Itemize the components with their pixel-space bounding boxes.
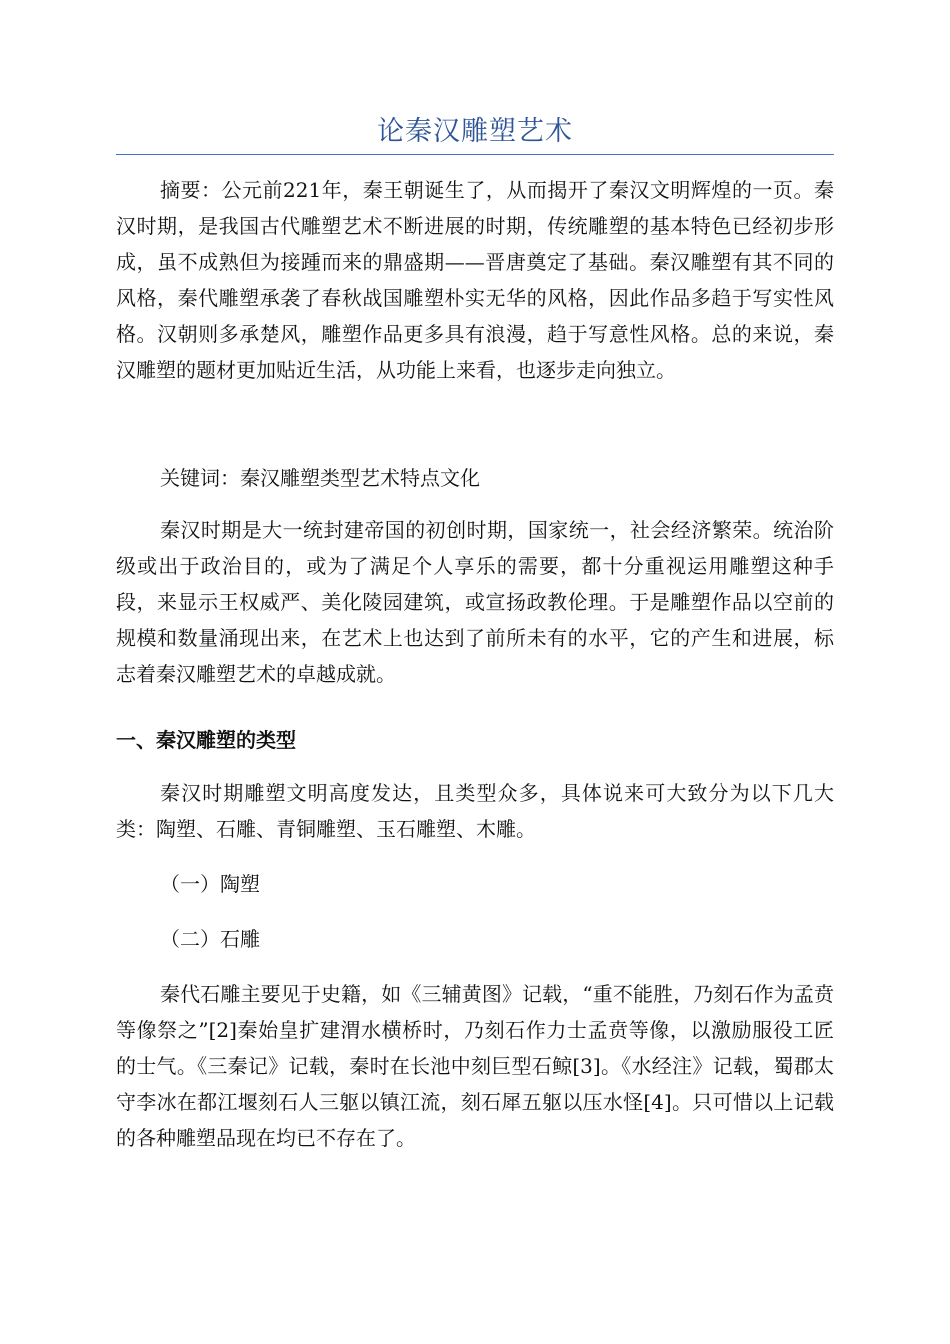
keywords-paragraph: 关键词：秦汉雕塑类型艺术特点文化 [160,466,480,490]
abstract-paragraph: 摘要：公元前221年，秦王朝诞生了，从而揭开了秦汉文明辉煌的一页。秦汉时期，是我国古代雕塑艺术不断进展的时期，传统雕塑的基本特色已经初步形成，虽不成熟但为接踵而来的鼎盛期——晋唐奠定了基础。秦汉雕塑有其不同的风格，秦代雕塑承袭了春秋战国雕塑朴实无华的风格，因此作品多趋于写实性风格。汉朝则多承楚风，雕塑作品更多具有浪漫，趋于写意性风格。总的来说，秦汉雕塑的题材更加贴近生活，从功能上来看，也逐步走向独立。 [116,178,834,382]
subsection-heading-stone: （二）石雕 [160,927,260,951]
subsection-heading-pottery: （一）陶塑 [160,872,260,896]
stone-carving-paragraph: 秦代石雕主要见于史籍，如《三辅黄图》记载，“重不能胜，乃刻石作为孟贲等像祭之”[2]秦始皇扩建渭水横桥时，乃刻石作力士孟贲等像，以激励服役工匠的士气。《三秦记》记载，秦时在长池中刻巨型石鲸[3]。《水经注》记载，蜀郡太守李冰在都江堰刻石人三躯以镇江流，刻石犀五躯以压水怪[4]。只可惜以上记载的各种雕塑品现在均已不存在了。 [116,982,834,1150]
section-intro-paragraph: 秦汉时期雕塑文明高度发达，且类型众多，具体说来可大致分为以下几大类：陶塑、石雕、青铜雕塑、玉石雕塑、木雕。 [116,781,834,841]
title-underline [116,154,834,155]
document-title: 论秦汉雕塑艺术 [377,116,573,147]
section-heading: 一、秦汉雕塑的类型 [116,728,296,752]
intro-paragraph: 秦汉时期是大一统封建帝国的初创时期，国家统一，社会经济繁荣。统治阶级或出于政治目的，或为了满足个人享乐的需要，都十分重视运用雕塑这种手段，来显示王权威严、美化陵园建筑，或宣扬政教伦理。于是雕塑作品以空前的规模和数量涌现出来，在艺术上也达到了前所未有的水平，它的产生和进展，标志着秦汉雕塑艺术的卓越成就。 [116,518,834,686]
